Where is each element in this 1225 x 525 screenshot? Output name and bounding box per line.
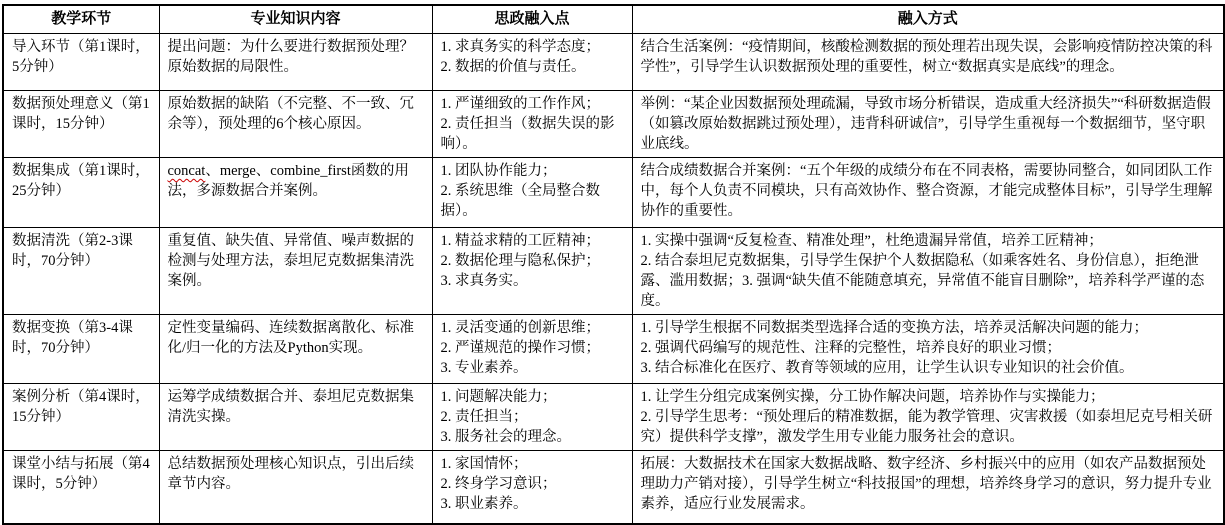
table-cell [632, 91, 1224, 158]
table-cell [3, 34, 159, 91]
lesson-plan-table [2, 4, 1225, 525]
table-row [3, 384, 1224, 451]
cell-paragraph: 1. 求真务实的科学态度； [440, 39, 600, 55]
table-cell [632, 384, 1224, 451]
table-cell [159, 34, 432, 91]
table-cell [159, 158, 432, 228]
table-cell [632, 158, 1224, 228]
cell-paragraph: 3. 结合标准化在医疗、教育等领域的应用，让学生认识专业知识的社会价值。 [640, 360, 1134, 376]
table-cell [432, 34, 632, 91]
table-row [3, 228, 1224, 315]
table-row [3, 91, 1224, 158]
cell-paragraph: 1. 实操中强调“反复检查、精准处理”，杜绝遗漏异常值，培养工匠精神； [640, 233, 1103, 249]
table-cell [432, 384, 632, 451]
cell-paragraph: 2. 责任担当； [440, 409, 528, 425]
cell-paragraph: 运筹学成绩数据合并、泰坦尼克数据集清洗实操。 [167, 389, 414, 425]
table-cell [432, 228, 632, 315]
table-row [3, 451, 1224, 524]
table-cell [432, 91, 632, 158]
cell-paragraph: 3. 服务社会的理念。 [440, 429, 571, 445]
cell-paragraph: 原始数据的缺陷（不完整、不一致、冗余等），预处理的6个核心原因。 [167, 96, 414, 132]
table-cell [432, 451, 632, 524]
cell-paragraph: 2. 引导学生思考：“预处理后的精准数据，能为教学管理、灾害救援（如泰坦尼克号相关研究）提供科学支撑”，激发学生用专业能力服务社会的意识。 [640, 409, 1213, 445]
table-cell [3, 228, 159, 315]
table-cell [3, 158, 159, 228]
cell-paragraph: 1. 让学生分组完成案例实操，分工协作解决问题，培养协作与实操能力； [640, 389, 1105, 405]
col-header-teaching-segment: 教学环节 [3, 5, 159, 34]
cell-paragraph: 举例：“某企业因数据预处理疏漏，导致市场分析错误，造成重大经济损失”“科研数据造假（如篡改原始数据跳过预处理），违背科研诚信”，引导学生重视每一个数据细节，坚守职业底线。 [640, 96, 1211, 152]
cell-paragraph: 2. 数据伦理与隐私保护； [440, 253, 600, 269]
cell-paragraph: 课堂小结与拓展（第4课时，5分钟） [12, 456, 150, 492]
cell-paragraph: 1. 精益求精的工匠精神； [440, 233, 600, 249]
cell-paragraph: 1. 引导学生根据不同数据类型选择合适的变换方法，培养灵活解决问题的能力； [640, 320, 1148, 336]
cell-paragraph: 2. 结合泰坦尼克数据集，引导学生保护个人数据隐私（如乘客姓名、身份信息），拒绝泄露、滥用数据；3. 强调“缺失值不能随意填充，异常值不能盲目删除”，培养科学严谨的态度。 [640, 253, 1205, 309]
cell-paragraph: 1. 家国情怀； [440, 456, 528, 472]
table-body [3, 34, 1224, 524]
header-row [3, 5, 1224, 34]
table-cell [632, 315, 1224, 384]
table-cell [159, 384, 432, 451]
cell-paragraph: concat、merge、combine_first函数的用法，多源数据合并案例。 [167, 163, 409, 199]
cell-paragraph: 结合生活案例：“疫情期间，核酸检测数据的预处理若出现失误，会影响疫情防控决策的科学性”，引导学生认识数据预处理的重要性，树立“数据真实是底线”的理念。 [640, 39, 1213, 75]
cell-paragraph: 2. 强调代码编写的规范性、注释的完整性，培养良好的职业习惯； [640, 340, 1061, 356]
cell-paragraph: 3. 职业素养。 [440, 496, 528, 512]
table-cell [432, 315, 632, 384]
table-cell [3, 384, 159, 451]
cell-paragraph: 总结数据预处理核心知识点，引出后续章节内容。 [167, 456, 414, 492]
cell-paragraph: 拓展：大数据技术在国家大数据战略、数字经济、乡村振兴中的应用（如农产品数据预处理助力产销对接），引导学生树立“科技报国”的理想，培养终身学习的意识，努力提升专业素养，适应行业发展需求。 [640, 456, 1212, 512]
table-cell [3, 91, 159, 158]
cell-paragraph: 案例分析（第4课时，15分钟） [12, 389, 150, 425]
table-cell [432, 158, 632, 228]
cell-paragraph: 1. 问题解决能力； [440, 389, 557, 405]
table-cell [159, 91, 432, 158]
table-cell [159, 451, 432, 524]
cell-paragraph: 2. 数据的价值与责任。 [440, 59, 586, 75]
table-cell [632, 451, 1224, 524]
cell-paragraph: 数据预处理意义（第1课时，15分钟） [12, 96, 150, 132]
cell-paragraph: 2. 系统思维（全局整合数据）。 [440, 183, 600, 219]
table-row [3, 34, 1224, 91]
cell-paragraph: 1. 严谨细致的工作作风； [440, 96, 600, 112]
spellcheck-underline: concat [167, 163, 206, 179]
cell-paragraph: 1. 灵活变通的创新思维； [440, 320, 600, 336]
cell-paragraph: 2. 终身学习意识； [440, 476, 557, 492]
cell-paragraph: 数据集成（第1课时，25分钟） [12, 163, 150, 199]
table-row [3, 315, 1224, 384]
cell-paragraph: 3. 求真务实。 [440, 273, 528, 289]
cell-paragraph: 定性变量编码、连续数据离散化、标准化/归一化的方法及Python实现。 [167, 320, 414, 356]
col-header-ideology-points: 思政融入点 [432, 5, 632, 34]
col-header-knowledge-content: 专业知识内容 [159, 5, 432, 34]
cell-paragraph: 数据变换（第3-4课时，70分钟） [12, 320, 133, 356]
table-cell [632, 34, 1224, 91]
cell-paragraph: 2. 责任担当（数据失误的影响）。 [440, 116, 615, 152]
cell-paragraph: 3. 专业素养。 [440, 360, 528, 376]
cell-paragraph: 重复值、缺失值、异常值、噪声数据的检测与处理方法，泰坦尼克数据集清洗案例。 [167, 233, 414, 289]
cell-paragraph: 导入环节（第1课时，5分钟） [12, 39, 150, 75]
table-header [3, 5, 1224, 34]
table-cell [159, 315, 432, 384]
cell-paragraph: 结合成绩数据合并案例：“五个年级的成绩分布在不同表格，需要协同整合，如同团队工作中，每个人负责不同模块，只有高效协作、整合资源，才能完成整体目标”，引导学生理解协作的重要性。 [640, 163, 1213, 219]
table-cell [3, 451, 159, 524]
cell-paragraph: 提出问题：为什么要进行数据预处理？原始数据的局限性。 [167, 39, 414, 75]
cell-paragraph: 2. 严谨规范的操作习惯； [440, 340, 600, 356]
col-header-integration-method: 融入方式 [632, 5, 1224, 34]
table-cell [632, 228, 1224, 315]
table-cell [3, 315, 159, 384]
table-row [3, 158, 1224, 228]
cell-paragraph: 1. 团队协作能力； [440, 163, 557, 179]
cell-paragraph: 数据清洗（第2-3课时，70分钟） [12, 233, 133, 269]
table-cell [159, 228, 432, 315]
